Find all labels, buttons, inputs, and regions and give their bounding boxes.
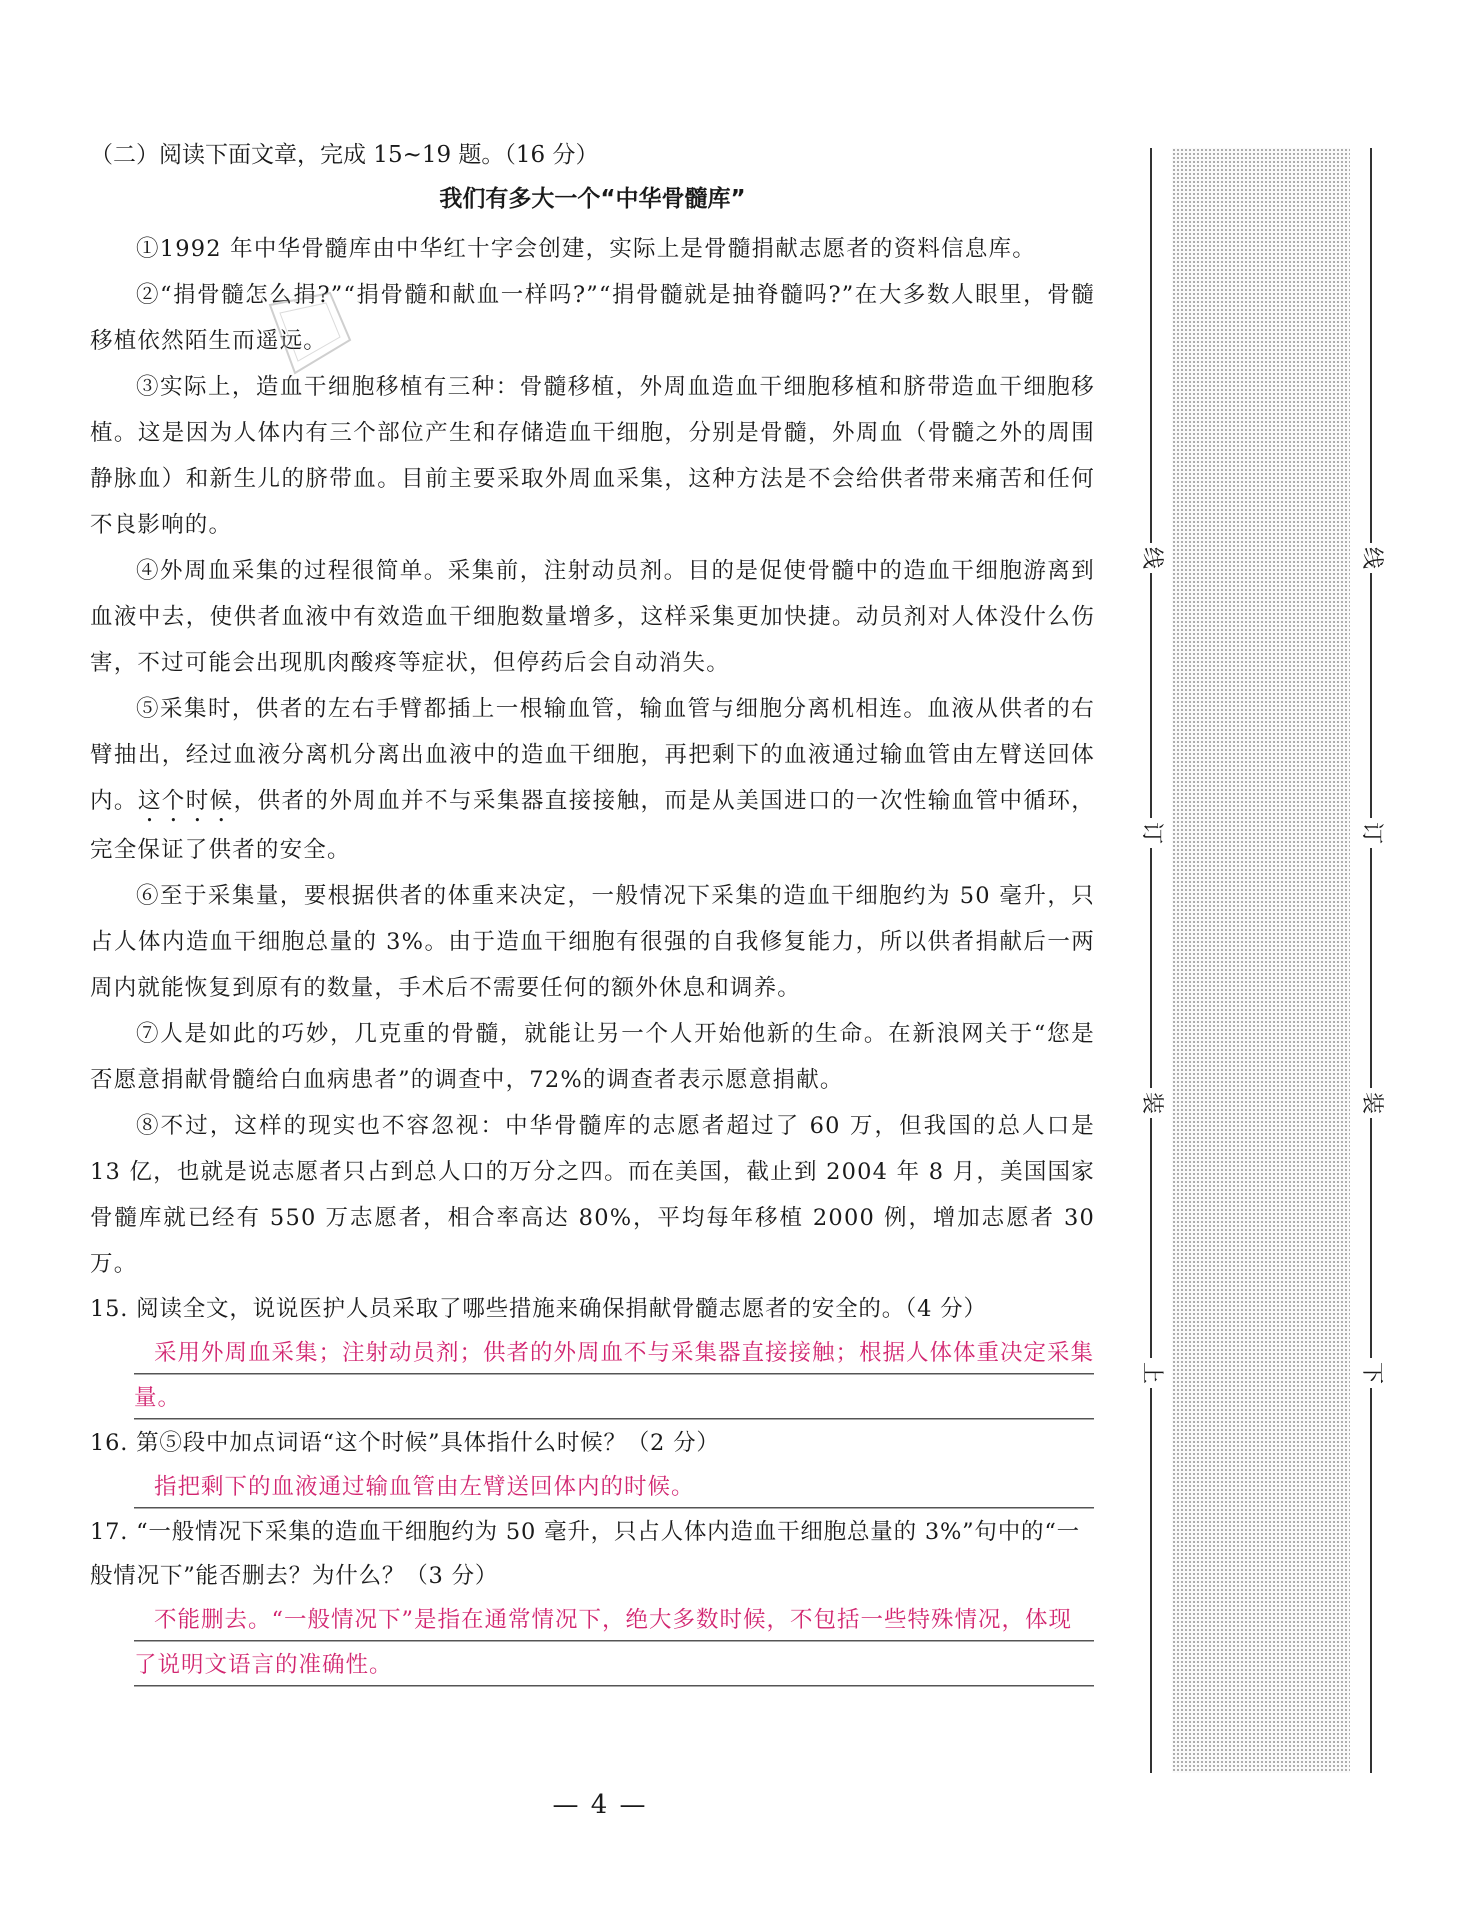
question-15: 15. 阅读全文，说说医护人员采取了哪些措施来确保捐献骨髓志愿者的安全的。（4 分） (90, 1296, 987, 1322)
binding-label-left-shang: 上 (1136, 1358, 1166, 1388)
paragraph-5 (90, 686, 1095, 873)
binding-dotted-strip (1172, 148, 1350, 1773)
answer-17: 不能删去。“一般情况下”是指在通常情况下，绝大多数时候，不包括一些特殊情况，体现了说明文语言的准确性。 (134, 1598, 1094, 1688)
binding-label-left-ding: 订 (1136, 818, 1166, 848)
page-number: — 4 — (552, 1790, 648, 1820)
binding-label-left-xian: 线 (1136, 543, 1166, 573)
binding-label-left-zhuang: 装 (1136, 1088, 1166, 1118)
paragraph-3: ③实际上，造血干细胞移植有三种：骨髓移植，外周血造血干细胞移植和脐带造血干细胞移植。这是因为人体内有三个部位产生和存储造血干细胞，分别是骨髓，外周血（骨髓之外的周围静脉血）和新生儿的脐带血。目前主要采取外周血采集，这种方法是不会给供者带来痛苦和任何不良影响的。 (90, 374, 1095, 538)
paragraph-7: ⑦人是如此的巧妙，几克重的骨髓，就能让另一个人开始他新的生命。在新浪网关于“您是否愿意捐献骨髓给白血病患者”的调查中，72%的调查者表示愿意捐献。 (90, 1021, 1095, 1093)
question-17: 17. “一般情况下采集的造血干细胞约为 50 毫升，只占人体内造血干细胞总量的 3%”句中的“一般情况下”能否删去？为什么？（3 分） (90, 1519, 1080, 1589)
answer-15: 采用外周血采集；注射动员剂；供者的外周血不与采集器直接接触；根据人体体重决定采集量。 (134, 1331, 1094, 1421)
answer-16: 指把剩下的血液通过输血管由左臂送回体内的时候。 (134, 1465, 1094, 1510)
binding-label-right-ding: 订 (1356, 818, 1386, 848)
binding-label-right-zhuang: 装 (1356, 1088, 1386, 1118)
section-header: （二）阅读下面文章，完成 15~19 题。（16 分） (90, 142, 599, 168)
binding-label-right-xian: 线 (1356, 543, 1386, 573)
paragraph-2: ②“捐骨髓怎么捐?”“捐骨髓和献血一样吗?”“捐骨髓就是抽脊髓吗?”在大多数人眼里，骨髓移植依然陌生而遥远。 (90, 282, 1095, 354)
page-content (90, 138, 1095, 1688)
paragraph-6: ⑥至于采集量，要根据供者的体重来决定，一般情况下采集的造血干细胞约为 50 毫升，只占人体内造血干细胞总量的 3%。由于造血干细胞有很强的自我修复能力，所以供者捐献后一两周内就能恢复到原有的数量，手术后不需要任何的额外休息和调养。 (90, 883, 1095, 1001)
paragraph-1: ①1992 年中华骨髓库由中华红十字会创建，实际上是骨髓捐献志愿者的资料信息库。 (136, 236, 1036, 262)
paragraph-5-after: ，供者的外周血并不与采集器直接接触，而是从美国进口的一次性输血管中循环，完全保证了供者的安全。 (90, 788, 1096, 863)
watermark-stamp-icon (250, 285, 360, 380)
binding-label-right-xia: 下 (1356, 1358, 1386, 1388)
binding-line-left (1150, 148, 1152, 1773)
paragraph-8: ⑧不过，这样的现实也不容忽视：中华骨髓库的志愿者超过了 60 万，但我国的总人口是 13 亿，也就是说志愿者只占到总人口的万分之四。而在美国，截止到 2004 年 8 月，美国国家骨髓库就已经有 550 万志愿者，相合率高达 80%，平均每年移植 2000 例，增加志愿者 30 万。 (90, 1113, 1095, 1277)
paragraph-5-before: ⑤采集时，供者的左右手臂都插上一根输血管，输血管与细胞分离机相连。血液从供者的右臂抽出，经过血液分离机分离出血液中的造血干细胞，再把剩下的血液通过输血管由左臂送回体内。 (90, 696, 1095, 814)
question-16: 16. 第⑤段中加点词语“这个时候”具体指什么时候？（2 分） (90, 1430, 720, 1456)
paragraph-4: ④外周血采集的过程很简单。采集前，注射动员剂。目的是促使骨髓中的造血干细胞游离到血液中去，使供者血液中有效造血干细胞数量增多，这样采集更加快捷。动员剂对人体没什么伤害，不过可能会出现肌肉酸疼等症状，但停药后会自动消失。 (90, 558, 1095, 676)
binding-margin (1140, 148, 1410, 1773)
binding-line-right (1370, 148, 1372, 1773)
emphasized-phrase: 这个时候 (137, 788, 234, 814)
article-title: 我们有多大一个“中华骨髓库” (439, 186, 746, 212)
